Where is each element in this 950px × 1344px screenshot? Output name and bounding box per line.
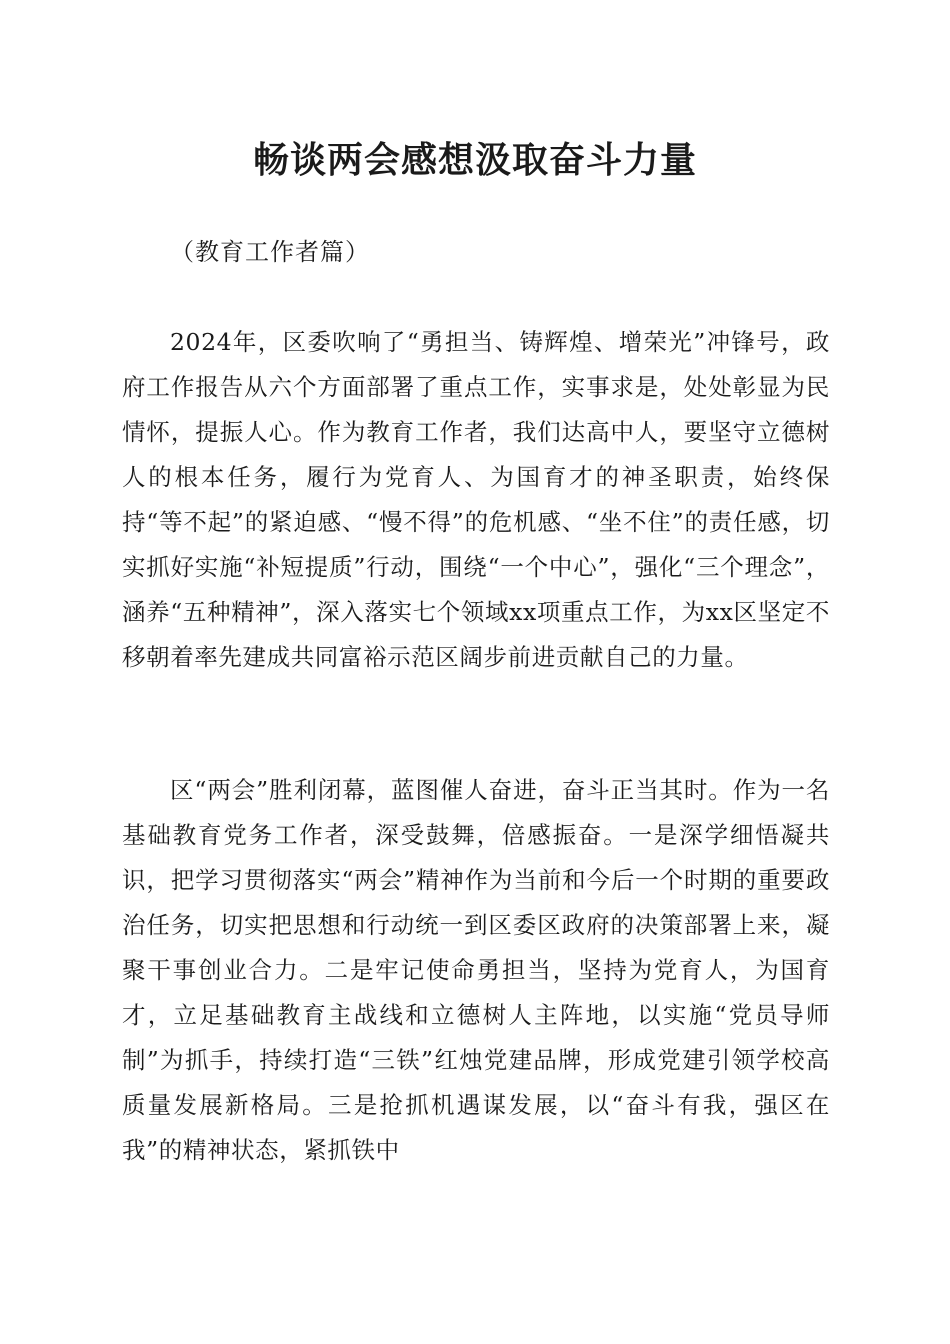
document-title: 畅谈两会感想汲取奋斗力量	[252, 139, 697, 181]
body-paragraph-1: 2024年，区委吹响了“勇担当、铸辉煌、增荣光”冲锋号，政府工作报告从六个方面部署了重点工作，实事求是，处处彰显为民情怀，提振人心。作为教育工作者，我们达高中人，要坚守立德树人的根本任务，履行为党育人、为国育才的神圣职责，始终保持“等不起”的紧迫感、“慢不得”的危机感、“坐不住”的责任感，切实抓好实施“补短提质”行动，围绕“一个中心”，强化“三个理念”，涵养“五种精神”，深入落实七个领域xx项重点工作，为xx区坚定不移朝着率先建成共同富裕示范区阔步前进贡献自己的力量。	[122, 328, 830, 671]
body-paragraph-2: 区“两会”胜利闭幕，蓝图催人奋进，奋斗正当其时。作为一名基础教育党务工作者，深受鼓舞，倍感振奋。一是深学细悟凝共识，把学习贯彻落实“两会”精神作为当前和今后一个时期的重要政治任务，切实把思想和行动统一到区委区政府的决策部署上来，凝聚干事创业合力。二是牢记使命勇担当，坚持为党育人，为国育才，立足基础教育主战线和立德树人主阵地，以实施“党员导师制”为抓手，持续打造“三铁”红烛党建品牌，形成党建引领学校高质量发展新格局。三是抢抓机遇谋发展，以“奋斗有我，强区在我”的精神状态，紧抓铁中	[122, 776, 830, 1164]
document-subtitle: （教育工作者篇）	[170, 238, 370, 266]
